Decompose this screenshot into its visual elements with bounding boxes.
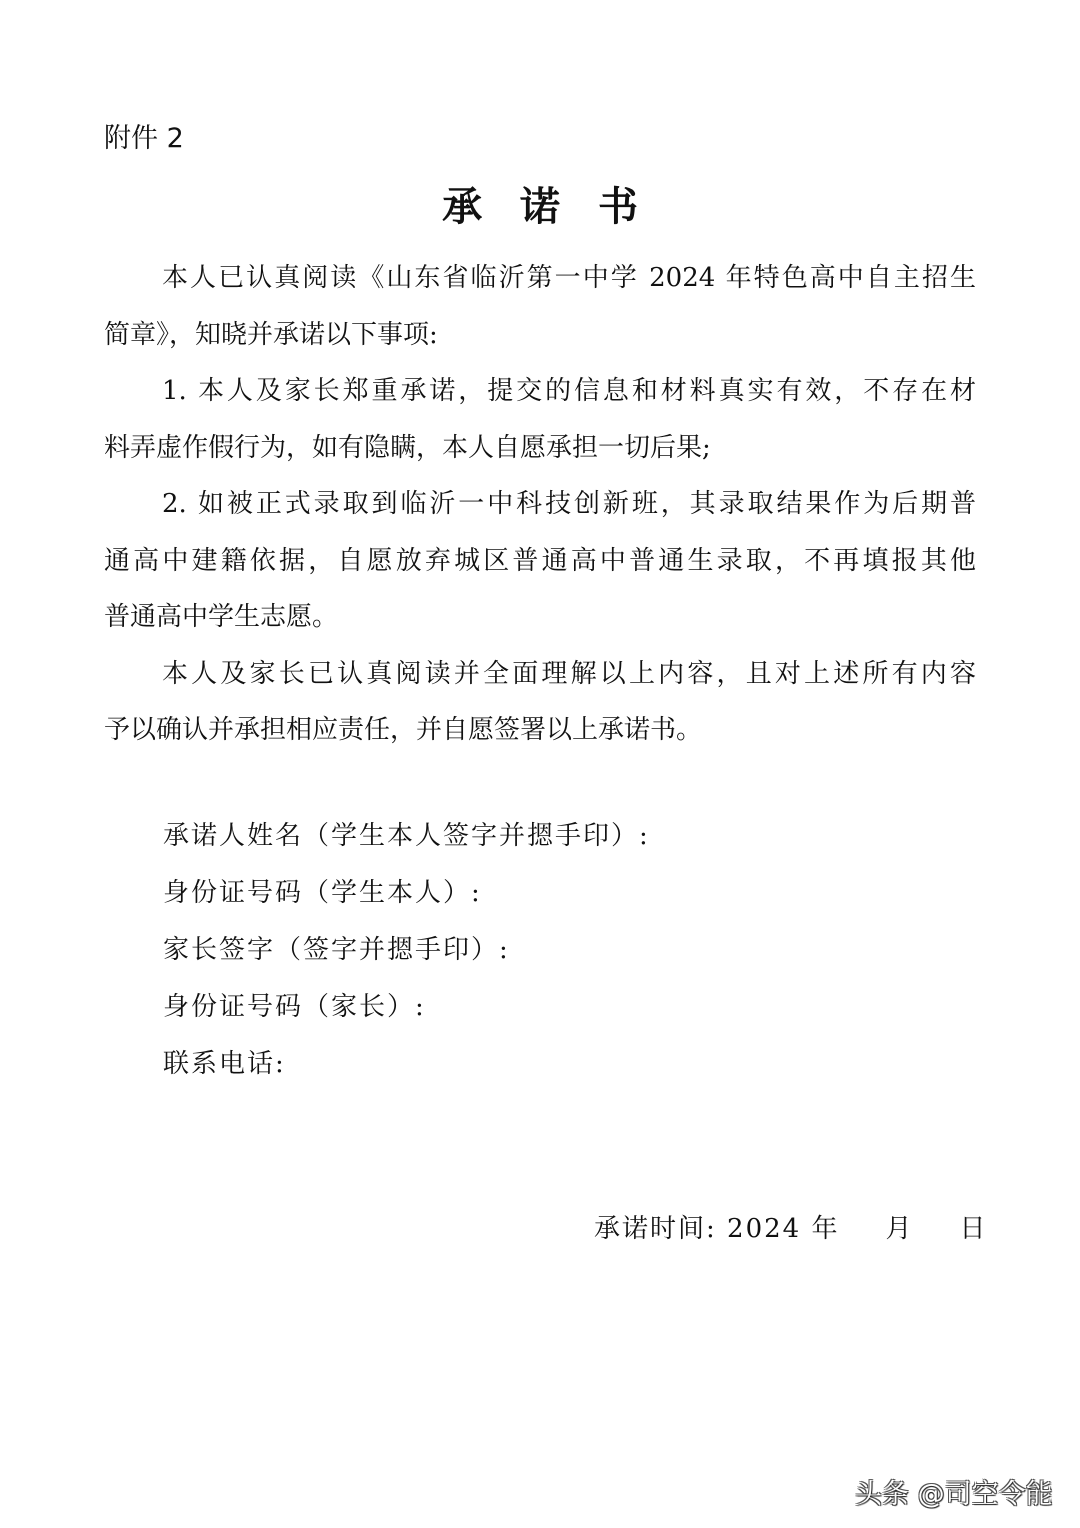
field-contact-phone: 联系电话: — [163, 1049, 286, 1079]
title-char: 承 — [442, 183, 483, 230]
text-line: 通高中建籍依据，自愿放弃城区普通高中普通生录取，不再填报其他 — [104, 545, 976, 576]
field-parent-id-number: 身份证号码（家长）: — [163, 992, 426, 1022]
watermark: 头条 @司空令能 — [855, 1479, 1053, 1510]
date-label: 承诺时间: 2024 年 — [594, 1214, 840, 1244]
field-parent-signature: 家长签字（签字并摁手印）: — [163, 935, 510, 965]
signature-fields — [163, 808, 650, 1093]
text-line: 普通高中学生志愿。 — [104, 602, 339, 632]
text-line: 简章》，知晓并承诺以下事项: — [104, 319, 438, 350]
document-body — [104, 250, 976, 759]
field-promisor-name: 承诺人姓名（学生本人签字并摁手印）: — [163, 821, 650, 851]
promise-date — [594, 1208, 988, 1245]
title-char: 书 — [597, 183, 638, 230]
text-line: 予以确认并承担相应责任，并自愿签署以上承诺书。 — [104, 715, 703, 745]
text-line: 2. 如被正式录取到临沂一中科技创新班，其录取结果作为后期普 — [162, 489, 976, 519]
text-line: 1. 本人及家长郑重承诺，提交的信息和材料真实有效，不存在材 — [162, 376, 976, 406]
paragraph-item-1 — [104, 363, 976, 476]
date-day: 日 — [959, 1214, 988, 1244]
text-line: 本人已认真阅读《山东省临沂第一中学 2024 年特色高中自主招生 — [162, 263, 976, 293]
date-month: 月 — [885, 1214, 914, 1244]
paragraph-intro — [104, 250, 976, 363]
paragraph-item-2 — [104, 476, 976, 646]
text-line: 本人及家长已认真阅读并全面理解以上内容，且对上述所有内容 — [162, 658, 976, 689]
paragraph-confirmation — [104, 646, 976, 759]
field-student-id-number: 身份证号码（学生本人）: — [163, 878, 482, 908]
attachment-label: 附件 2 — [104, 123, 184, 154]
text-line: 料弄虚作假行为，如有隐瞒，本人自愿承担一切后果; — [104, 432, 711, 463]
title-char: 诺 — [520, 183, 560, 230]
document-title — [0, 175, 1080, 232]
